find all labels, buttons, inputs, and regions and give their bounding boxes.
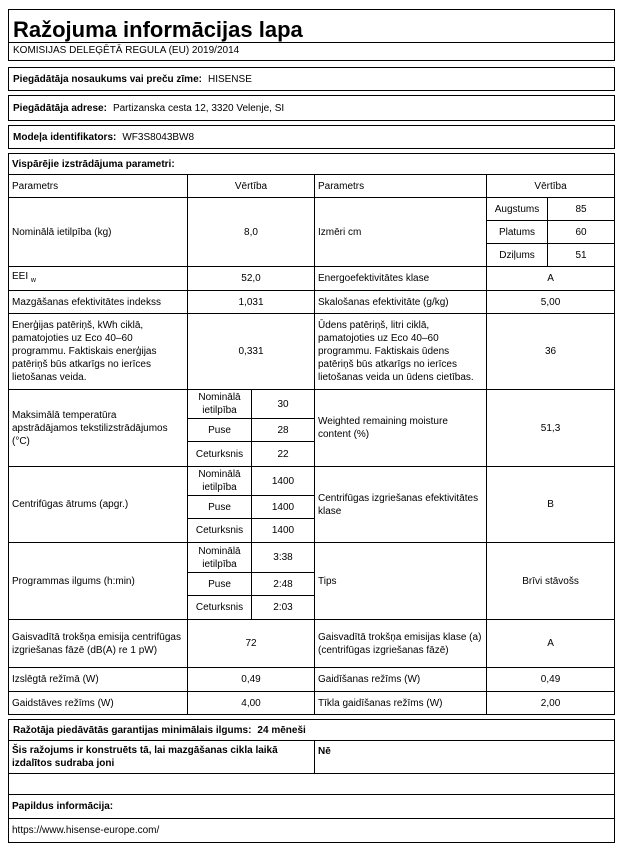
water-consumption-value: 36 bbox=[487, 314, 615, 390]
guarantee-label: Ražotāja piedāvātās garantijas minimālais ilgums: bbox=[13, 724, 252, 736]
duration-row-name: Nominālā ietilpība bbox=[188, 543, 252, 573]
max-temp-row-value: 22 bbox=[252, 442, 315, 467]
spin-speed-row-value: 1400 bbox=[252, 467, 315, 496]
supplier-name-row bbox=[8, 67, 615, 91]
param-header-right: Parametrs bbox=[315, 175, 487, 198]
dimensions-label: Izmēri cm bbox=[315, 198, 487, 267]
model-identifier-row bbox=[8, 125, 615, 149]
spin-speed-row-name: Nominālā ietilpība bbox=[188, 467, 252, 496]
value-header-left: Vērtība bbox=[188, 175, 315, 198]
silver-ions-label: Šis ražojums ir konstruēts tā, lai mazgāšanas cikla laikā izdalītos sudraba joni bbox=[9, 741, 315, 773]
eei-label: EEI $_w$ bbox=[9, 267, 188, 291]
energy-consumption-value: 0,331 bbox=[188, 314, 315, 390]
regulation-subtitle: KOMISIJAS DELEĢĒTĀ REGULA (EU) 2019/2014 bbox=[8, 43, 615, 61]
energy-class-value: A bbox=[487, 267, 615, 291]
max-temp-label: Maksimālā temperatūra apstrādājamos tekstilizstrādājumos (°C) bbox=[9, 390, 188, 467]
page-title: Ražojuma informācijas lapa bbox=[8, 9, 615, 43]
type-value: Brīvi stāvošs bbox=[487, 543, 615, 620]
standby-label: Gaidīšanas režīms (W) bbox=[315, 668, 487, 692]
spin-speed-label: Centrifūgas ātrums (apgr.) bbox=[9, 467, 188, 543]
eco-note-table bbox=[8, 741, 615, 843]
spin-class-label: Centrifūgas izgriešanas efektivitātes klase bbox=[315, 467, 487, 543]
supplier-address-label: Piegādātāja adrese: bbox=[13, 102, 107, 114]
energy-consumption-label: Enerģijas patēriņš, kWh ciklā, pamatojoties uz Eco 40–60 programmu. Faktiskais enerģijas patēriņš būs atkarīgs no ierīces lietošanas veida. bbox=[9, 314, 188, 390]
supplier-address-value: Partizanska cesta 12, 3320 Velenje, SI bbox=[112, 102, 285, 114]
noise-label: Gaisvadītā trokšņa emisija centrifūgas izgriešanas fāzē (dB(A) re 1 pW) bbox=[9, 620, 188, 668]
guarantee-value: 24 mēneši bbox=[257, 724, 306, 736]
height-label: Augstums bbox=[487, 198, 548, 221]
delay-start-label: Gaidstāves režīms (W) bbox=[9, 692, 188, 715]
supplier-address-row bbox=[8, 95, 615, 121]
rated-capacity-label: Nominālā ietilpība (kg) bbox=[9, 198, 188, 267]
silver-ions-value: Nē bbox=[315, 741, 615, 773]
off-mode-value: 0,49 bbox=[188, 668, 315, 692]
standby-value: 0,49 bbox=[487, 668, 615, 692]
remaining-moisture-value: 51,3 bbox=[487, 390, 615, 467]
rated-capacity-value: 8,0 bbox=[188, 198, 315, 267]
eei-subscript: w bbox=[30, 277, 36, 284]
duration-row-name: Ceturksnis bbox=[188, 596, 252, 620]
type-label: Tips bbox=[315, 543, 487, 620]
guarantee-row bbox=[8, 719, 615, 741]
rinsing-label: Skalošanas efektivitāte (g/kg) bbox=[315, 291, 487, 314]
duration-row-value: 2:48 bbox=[252, 573, 315, 596]
spin-class-value: B bbox=[487, 467, 615, 543]
duration-row-name: Puse bbox=[188, 573, 252, 596]
depth-value: 51 bbox=[548, 244, 615, 267]
width-value: 60 bbox=[548, 221, 615, 244]
empty-row bbox=[9, 773, 615, 794]
network-standby-label: Tīkla gaidīšanas režīms (W) bbox=[315, 692, 487, 715]
duration-row-value: 3:38 bbox=[252, 543, 315, 573]
noise-value: 72 bbox=[188, 620, 315, 668]
eei-value: 52,0 bbox=[188, 267, 315, 291]
spin-speed-row-value: 1400 bbox=[252, 519, 315, 543]
website-url: https://www.hisense-europe.com/ bbox=[9, 818, 615, 842]
supplier-name-label: Piegādātāja nosaukums vai preču zīme: bbox=[13, 73, 202, 85]
max-temp-row-value: 28 bbox=[252, 419, 315, 442]
off-mode-label: Izslēgtā režīmā (W) bbox=[9, 668, 188, 692]
washing-index-label: Mazgāšanas efektivitātes indekss bbox=[9, 291, 188, 314]
spin-speed-row-name: Ceturksnis bbox=[188, 519, 252, 543]
noise-class-value: A bbox=[487, 620, 615, 668]
duration-row-value: 2:03 bbox=[252, 596, 315, 620]
network-standby-value: 2,00 bbox=[487, 692, 615, 715]
model-identifier-value: WF3S8043BW8 bbox=[122, 131, 195, 143]
depth-label: Dziļums bbox=[487, 244, 548, 267]
parameters-table bbox=[8, 153, 615, 715]
delay-start-value: 4,00 bbox=[188, 692, 315, 715]
additional-info-heading: Papildus informācija: bbox=[9, 794, 615, 818]
max-temp-row-value: 30 bbox=[252, 390, 315, 419]
noise-class-label: Gaisvadītā trokšņa emisijas klase (a) (centrifūgas izgriešanas fāzē) bbox=[315, 620, 487, 668]
spin-speed-row-name: Puse bbox=[188, 496, 252, 519]
water-consumption-label: Ūdens patēriņš, litri ciklā, pamatojoties uz Eco 40–60 programmu. Faktiskais ūdens patēriņš būs atkarīgs no ierīces lietošanas veida un ūdens cietības. bbox=[315, 314, 487, 390]
supplier-name-value: HISENSE bbox=[207, 73, 252, 85]
product-information-sheet bbox=[8, 9, 615, 843]
max-temp-row-name: Ceturksnis bbox=[188, 442, 252, 467]
width-label: Platums bbox=[487, 221, 548, 244]
programme-duration-label: Programmas ilgums (h:min) bbox=[9, 543, 188, 620]
param-header-left: Parametrs bbox=[9, 175, 188, 198]
remaining-moisture-label: Weighted remaining moisture content (%) bbox=[315, 390, 487, 467]
rinsing-value: 5,00 bbox=[487, 291, 615, 314]
model-identifier-label: Modeļa identifikators: bbox=[13, 131, 117, 143]
height-value: 85 bbox=[548, 198, 615, 221]
energy-class-label: Energoefektivitātes klase bbox=[315, 267, 487, 291]
value-header-right: Vērtība bbox=[487, 175, 615, 198]
spin-speed-row-value: 1400 bbox=[252, 496, 315, 519]
washing-index-value: 1,031 bbox=[188, 291, 315, 314]
max-temp-row-name: Nominālā ietilpība bbox=[188, 390, 252, 419]
max-temp-row-name: Puse bbox=[188, 419, 252, 442]
general-params-heading: Vispārējie izstrādājuma parametri: bbox=[9, 154, 615, 175]
